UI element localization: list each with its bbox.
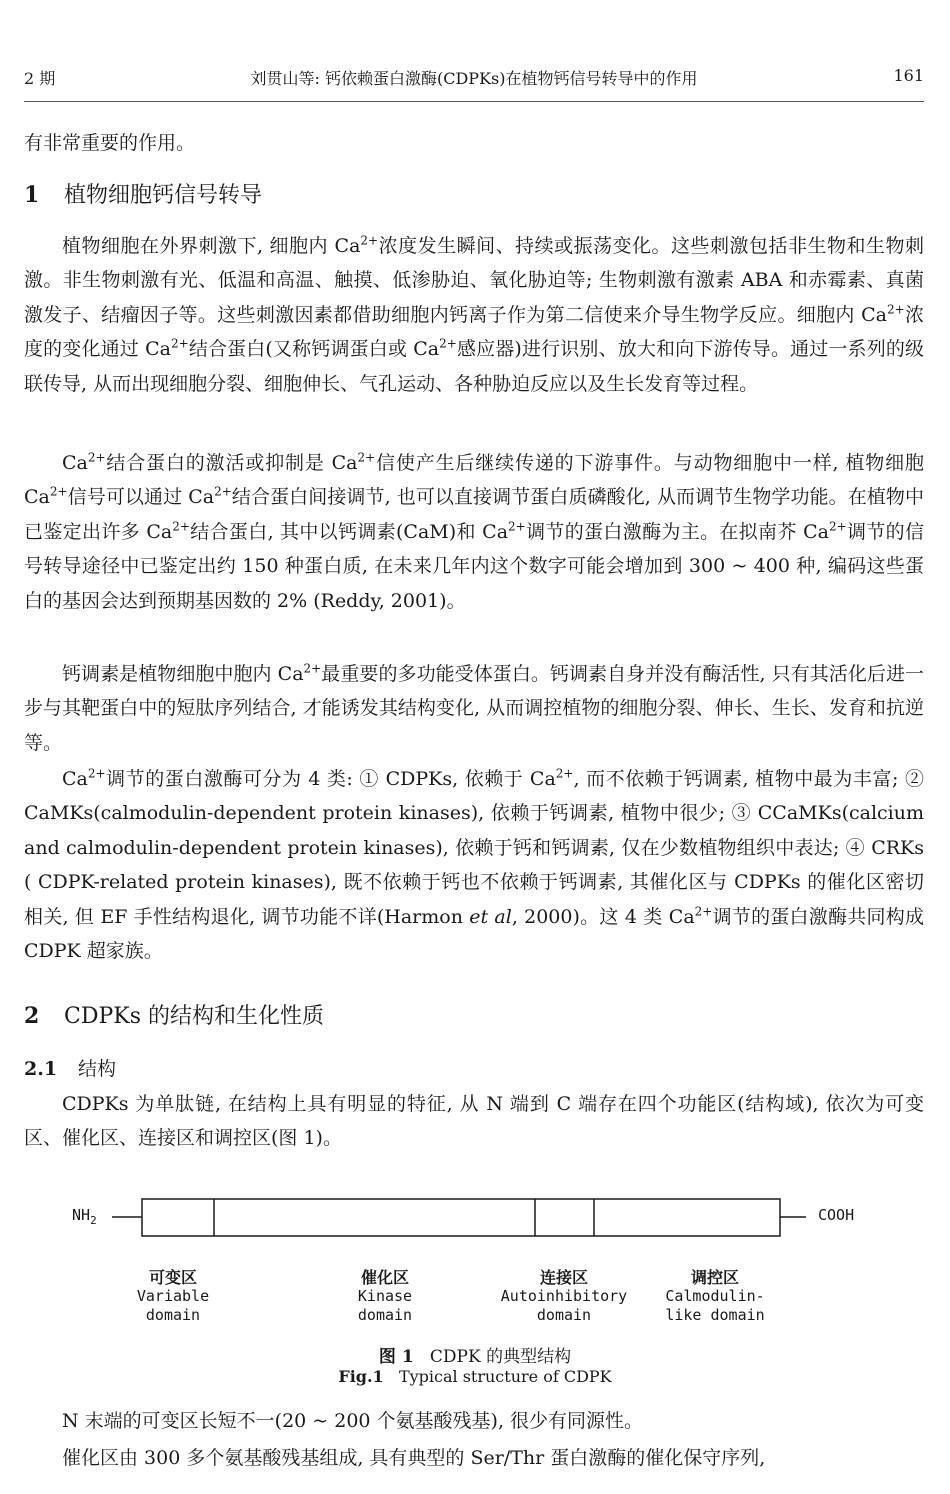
subsection-number: 2.1 [24, 1058, 58, 1080]
figure-caption-en: Fig.1 Typical structure of CDPK [338, 1367, 612, 1386]
paragraph-6: N 末端的可变区长短不一(20 ~ 200 个氨基酸残基), 很少有同源性。 [62, 1410, 644, 1432]
domain-label-variable: 可变区 Variable domain [136, 1268, 210, 1324]
section-title: 植物细胞钙信号转导 [64, 183, 263, 208]
et-al: et al [469, 905, 512, 928]
section-heading-1 [24, 180, 924, 211]
section-number: 2 [24, 1003, 40, 1029]
paragraph-1: 植物细胞在外界刺激下, 细胞内 $Ca^{2+}$浓度发生瞬间、持续或振荡变化。这些刺激包括非生物和生物刺激。非生物刺激有光、低温和高温、触摸、低渗胁迫、氧化胁迫等; 生物刺激有激素 ABA 和赤霉素、真菌激发子、结瘤因子等。这些刺激因素都借助细胞内钙离子作为第二信使来介导生物学反应。细胞内 $Ca^{2+}$浓度的变化通过 $Ca^{2+}$结合蛋白(又称钙调蛋白或 $Ca^{2+}$感应器)进行识别、放大和向下游传导。通过一系列的级联传导, 从而出现细胞分裂、细胞伸长、气孔运动、各种胁迫反应以及生长发育等过程。 [24, 233, 924, 395]
nh2-label: $NH_2$ [72, 1206, 97, 1227]
paragraph-text: 有非常重要的作用。 [24, 132, 196, 154]
issue-number: 2 期 [24, 69, 56, 88]
paragraph-5: CDPKs 为单肽链, 在结构上具有明显的特征, 从 N 端到 C 端存在四个功能区(结构域), 依次为可变区、催化区、连接区和调控区(图 1)。 [24, 1093, 924, 1150]
running-header [24, 66, 924, 94]
figure-caption-zh: 图 1 CDPK 的典型结构 [378, 1347, 572, 1367]
paragraph-2: $Ca^{2+}$结合蛋白的激活或抑制是 $Ca^{2+}$信使产生后继续传递的下游事件。与动物细胞中一样, 植物细胞 $Ca^{2+}$信号可以通过 $Ca^{2+}$结合蛋白间接调节, 也可以直接调节蛋白质磷酸化, 从而调节生物学功能。在植物中已鉴定出许多 $Ca^{2+}$结合蛋白, 其中以钙调素(CaM)和 $Ca^{2+}$调节的蛋白激酶为主。在拟南芥 $Ca^{2+}$调节的信号转导途径中已鉴定出约 150 种蛋白质, 在未来几年内这个数字可能会增加到 300 ~ 400 种, 编码这些蛋白的基因会达到预期基因数的 2% (Reddy, 2001)。 [24, 450, 924, 612]
paragraph-3: 钙调素是植物细胞中胞内 $Ca^{2+}$最重要的多功能受体蛋白。钙调素自身并没有酶活性, 只有其活化后进一步与其靶蛋白中的短肽序列结合, 才能诱发其结构变化, 从而调控植物的细胞分裂、伸长、生长、发育和抗逆等。 [24, 661, 925, 754]
subsection-title: 结构 [78, 1058, 117, 1080]
section-title: CDPKs 的结构和生化性质 [64, 1004, 324, 1029]
page-number: 161 [893, 66, 924, 85]
polypeptide-chain-box [142, 1199, 780, 1236]
domain-label-calmodulin-like: 调控区 Calmodulin- like domain [665, 1268, 765, 1324]
running-title: 刘贯山等: 钙依赖蛋白激酶(CDPKs)在植物钙信号转导中的作用 [250, 69, 698, 88]
header-rule [24, 101, 924, 102]
section-number: 1 [24, 182, 40, 208]
paragraph-7: 催化区由 300 多个氨基酸残基组成, 具有典型的 Ser/Thr 蛋白激酶的催化保守序列, [62, 1447, 766, 1469]
domain-label-autoinhibitory: 连接区 Autoinhibitory domain [500, 1268, 628, 1324]
figure-1 [0, 1190, 950, 1390]
paragraph-4: $Ca^{2+}$调节的蛋白激酶可分为 4 类: ① CDPKs, 依赖于 $Ca^{2+}$, 而不依赖于钙调素, 植物中最为丰富; ② CaMKs(calmodulin-dependent protein kinases), 依赖于钙调素, 植物中很少; ③ CCaMKs(calcium and calmodulin-dependent protein kinases), 依赖于钙和钙调素, 仅在少数植物组织中表达; ④ CRKs ( CDPK-related protein kinases), 既不依赖于钙也不依赖于钙调素, 其催化区与 CDPKs 的催化区密切相关, 但 EF 手性结构退化, 调节功能不详(Harmon et al, 2000)。这 4 类 $Ca^{2+}$调节的蛋白激酶共同构成 CDPK 超家族。 [24, 766, 925, 963]
domain-label-kinase: 催化区 Kinase domain [357, 1268, 413, 1324]
subsection-heading-2-1 [24, 1054, 924, 1084]
paragraph-continuation [24, 126, 924, 160]
section-heading-2 [24, 1001, 924, 1032]
cooh-label: COOH [818, 1206, 855, 1224]
